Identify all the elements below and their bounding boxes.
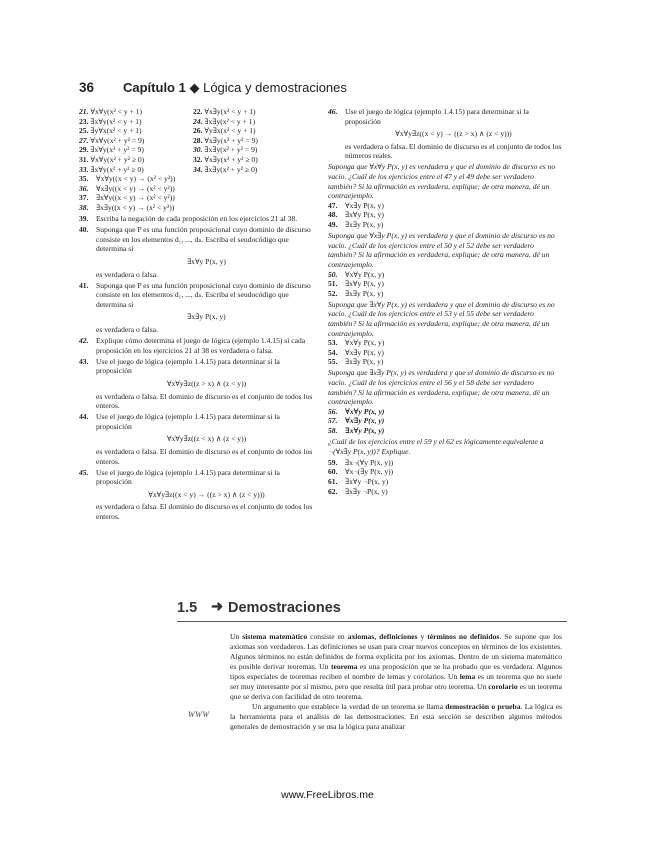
exercise-item [328, 289, 562, 299]
chapter-label: Capítulo 1 [123, 80, 186, 95]
term-axiomas: axiomas, definiciones [347, 632, 418, 641]
exercise-formula: ∃x∀y P(x, y) [187, 256, 226, 266]
exercise-number: 44. [79, 412, 89, 422]
exercise-formula: ∃x∃y P(x, y) [345, 220, 384, 230]
exercise-pair [79, 165, 317, 175]
exercise-text: Use el juego de lógica (ejemplo 1.4.15) para determinar si la proposición [96, 356, 280, 376]
exercise-formula: ∃x∃y((x < y) → (x² < y²)) [96, 202, 175, 212]
exercise-text: Escriba la negación de cada proposición en los ejercicios 21 al 38. [96, 214, 298, 224]
exercise-formula: ∃x∀y P(x, y) [345, 210, 384, 220]
exercise-number: 50. [328, 269, 338, 279]
exercise-item [328, 210, 562, 220]
exercise-item [79, 468, 317, 487]
running-head [123, 80, 347, 96]
exercise-number: 62. [328, 486, 338, 496]
exercise-pair [79, 107, 317, 117]
exercise-text: Use el juego de lógica (ejemplo 1.4.15) para determinar si la proposición [96, 412, 280, 431]
exercise-item [328, 357, 562, 367]
exercise-formula: ∃x∀y P(x, y) [345, 426, 385, 435]
text-run: es un teorema que no suele ser muy interesante por sí mismo, pero que resulta útil para probar otro teorema. Un [230, 672, 562, 691]
exercise-formula: ∀x∃y P(x, y) [345, 200, 384, 210]
exercise-number: 23. [79, 116, 89, 126]
exercise-formula: ∀y∃x(x² < y + 1) [204, 126, 256, 136]
text-run: y [417, 632, 428, 641]
exercise-formula: ∀x∀y P(x, y) [345, 269, 385, 279]
exercise-item [328, 220, 562, 230]
exercise-formula: ∃x∃y ¬P(x, y) [345, 486, 388, 496]
exercise-formula: ∀x∀y(x² < y + 1) [90, 107, 143, 116]
exercise-number: 34. [193, 164, 203, 174]
term-lema: lema [459, 672, 476, 681]
exercise-item [328, 407, 562, 417]
exercise-formula: ∃x∃y P(x, y) [187, 312, 226, 322]
exercise-item [328, 107, 562, 126]
exercise-item [328, 477, 562, 487]
exercise-formula: ∀x∀y∃z((z < x) ∧ (z < y)) [166, 434, 247, 444]
chapter-title: Lógica y demostraciones [203, 80, 347, 95]
exercise-number: 38. [79, 202, 89, 212]
exercise-item [328, 416, 562, 426]
text-run: consiste en [307, 632, 348, 641]
exercise-number: 60. [328, 467, 338, 477]
page-header [79, 80, 579, 98]
exercise-formula: ∀x∃y(x² + y² = 9) [204, 135, 258, 145]
exercise-formula: ∃x∀y ¬P(x, y) [345, 476, 389, 486]
body-paragraph [230, 632, 562, 702]
exercise-formula: ∀x∀y P(x, y) [345, 406, 385, 416]
exercise-number: 58. [328, 426, 338, 435]
exercise-item [79, 412, 317, 431]
text-run: . La lógica es la herramienta para el análisis de las demostraciones. En esta sección se describen algunos métodos generales de demostración y se usa la lógica para analizar [230, 702, 562, 731]
exercise-item [79, 184, 317, 194]
term-demostracion: demostración o prueba [445, 702, 521, 711]
exercise-prompt: Suponga que ∀x∀y P(x, y) es verdadera y que el dominio de discurso es no vacío. ¿Cuál de los ejercicios entre el 47 y el 49 debe ser verdadero también? Si la afirmación es verdadera, explique; de otra manera, dé un contraejemplo. [328, 162, 556, 201]
exercise-number: 33. [79, 164, 89, 174]
exercise-pair [79, 117, 317, 127]
exercise-number: 32. [193, 154, 203, 164]
prompt-lead: Suponga que ∃x∀y P(x, y) es verdadera y que el dominio de discurso es no vacío. ¿Cuál de los ejercicios entre el 53 y el 55 debe ser verdadero también? Si la afirmación es verdadera, explique; de otra manera, dé un contraejemplo. [328, 299, 555, 338]
exercise-item [79, 203, 317, 213]
exercise-number: 52. [328, 288, 338, 298]
section-rule [177, 621, 567, 622]
exercise-number: 55. [328, 357, 338, 367]
exercise-number: 57. [328, 416, 338, 426]
exercise-number: 47. [328, 200, 338, 210]
exercise-formula: ∃x∀y((x < y) → (x² < y²)) [96, 193, 175, 203]
exercise-item [328, 467, 562, 477]
exercise-number: 61. [328, 476, 338, 486]
exercise-continuation: es verdadera o falsa. [96, 324, 158, 334]
exercise-number: 25. [79, 126, 89, 136]
footer-watermark: www.FreeLibros.me [281, 789, 374, 801]
left-column [79, 107, 317, 522]
exercise-item [328, 279, 562, 289]
exercise-number: 53. [328, 338, 338, 348]
exercise-number: 24. [193, 116, 203, 126]
exercise-item [79, 225, 317, 254]
text-run: es una proposición que se ha probado que es verdadera. Algunos tipos especiales de teoremas reciben el nombre de lemas y corolarios. Un [230, 662, 563, 681]
text-run: es un teorema que se deriva con facilidad de otro teorema. [230, 682, 562, 701]
exercise-formula: ∃x∀y(x² < y + 1) [90, 116, 142, 126]
exercise-continuation: es verdadera o falsa. El dominio de discurso es el conjunto de todos los enteros. [96, 391, 313, 411]
exercise-item [79, 336, 317, 355]
exercise-item [79, 281, 317, 310]
exercise-number: 31. [79, 154, 89, 164]
exercise-pair [79, 136, 317, 146]
exercise-item [328, 348, 562, 358]
body-paragraph [230, 702, 562, 732]
exercise-continuation: es verdadera o falsa. [96, 269, 158, 279]
text-run: Un argumento que establece la verdad de un teorema se llama [252, 702, 446, 711]
exercise-number: 27. [79, 135, 89, 145]
term-corolario: corolario [488, 682, 518, 691]
exercise-formula: ∃x∀y(x² + y² = 9) [90, 145, 144, 155]
exercise-formula: ∃x∃y(x² < y + 1) [204, 116, 256, 126]
exercise-formula: ∃y∀x(x² < y + 1) [90, 126, 142, 136]
exercise-formula: ∀x∀y∃z((x < y) → ((z > x) ∧ (z < y))) [395, 129, 512, 139]
text-run: Un [230, 632, 243, 641]
exercise-formula: ∃x∃y(x² + y² = 9) [204, 145, 258, 155]
arrow-icon: ➜ [211, 599, 224, 615]
exercise-number: 40. [79, 225, 89, 235]
diamond-icon: ◆ [189, 80, 200, 95]
exercise-text: Use el juego de lógica (ejemplo 1.4.15) para determinar si la proposición [345, 107, 529, 126]
exercise-number: 37. [79, 193, 89, 203]
text-run: . Se supone que los axiomas son verdaderos. Las definiciones se usan para crear nuevos conceptos en términos de los existentes. Algunos términos no están definidos de forma explícita por los axiomas. Dentro de un sistema matemático es posible derivar teoremas. Un [230, 632, 563, 671]
exercise-continuation: es verdadera o falsa. El dominio de discurso es el conjunto de todos los números reales. [345, 141, 562, 161]
section-number: 1.5 [177, 600, 198, 616]
exercise-formula: ∀x∀y∃z((z > x) ∧ (z < y)) [166, 378, 247, 388]
exercise-pair [79, 126, 317, 136]
exercise-number: 43. [79, 356, 89, 366]
exercise-formula: ∃x∃y P(x, y) [345, 288, 384, 298]
exercise-item [79, 193, 317, 203]
exercise-pair [79, 145, 317, 155]
exercise-number: 49. [328, 220, 338, 230]
exercise-prompt: ¿Cuál de los ejercicios entre el 59 y el 62 es lógicamente equivalente a ¬(∀x∃y P(x, y))? Explique. [328, 437, 544, 456]
exercise-formula: ∃x∀y P(x, y) [345, 279, 384, 289]
exercise-number: 45. [79, 467, 89, 477]
exercise-number: 51. [328, 279, 338, 289]
exercise-prompt: Suponga que ∃x∃y P(x, y) es verdadera y que el dominio de discurso es no vacío. ¿Cuál de los ejercicios entre el 56 y el 58 debe ser verdadero también? Si la afirmación es verdadera, explique; de otra manera, dé un contraejemplo. [328, 368, 555, 407]
section-title: Demostraciones [228, 600, 341, 616]
exercise-text: Suponga que P es una función proposicional cuyo dominio de discurso consiste en los elementos d₁, ..., dₙ. Escriba el seudocódigo que determina si [96, 225, 311, 254]
section-body [230, 632, 562, 732]
exercise-item [328, 338, 562, 348]
section-heading [177, 597, 567, 619]
exercise-number: 41. [79, 280, 89, 290]
exercise-number: 48. [328, 210, 338, 220]
exercise-prompt: Suponga que ∀x∃y P(x, y) es verdadera y que el dominio de discurso es no vacío. ¿Cuál de los ejercicios entre el 50 y el 52 debe ser verdadero también? Si la afirmación es verdadera, explique; de otra manera, dé un contraejemplo. [328, 231, 555, 269]
exercise-formula: ∃x∃y P(x, y) [345, 357, 384, 367]
term-no-definidos: términos no definidos [427, 632, 500, 641]
exercise-formula: ∀x∃y P(x, y) [345, 416, 385, 426]
exercise-item [79, 214, 317, 224]
exercise-prompt [328, 300, 562, 338]
exercise-formula: ∀x∃y P(x, y) [345, 347, 384, 357]
exercise-number: 30. [193, 145, 203, 155]
exercise-pair [79, 155, 317, 165]
exercise-formula: ∀x∀y(x² + y² ≥ 0) [90, 154, 145, 164]
exercise-formula: ∀x∃y((x < y) → (x² < y²)) [96, 183, 175, 193]
exercise-item [328, 201, 562, 211]
exercise-formula: ∀x∃y(x² < y + 1) [204, 107, 256, 116]
exercise-number: 42. [79, 336, 89, 346]
exercise-number: 36. [79, 183, 89, 193]
exercise-formula: ∃x∀y(x² + y² ≥ 0) [90, 164, 144, 174]
exercise-continuation: es verdadera o falsa. El dominio de discurso es el conjunto de todos los enteros. [96, 502, 313, 522]
www-icon: WWW [188, 710, 210, 719]
term-sistema: sistema matemático [242, 632, 308, 641]
exercise-item [79, 174, 317, 184]
exercise-number: 46. [328, 107, 338, 116]
exercise-formula: ∀x∀y(x² + y² = 9) [90, 135, 145, 145]
exercise-formula: ∀x∀y P(x, y) [345, 338, 385, 348]
exercise-text: Use el juego de lógica (ejemplo 1.4.15) para determinar si la proposición [96, 467, 280, 487]
exercise-formula: ∀x∃y(x² + y² ≥ 0) [204, 154, 258, 164]
exercise-item [328, 270, 562, 280]
exercise-formula: ∀x∀y∃z((x < y) → ((z > x) ∧ (z < y))) [148, 489, 265, 499]
exercise-continuation: es verdadera o falsa. El dominio de discurso es el conjunto de todos los enteros. [96, 447, 313, 466]
exercise-number: 59. [328, 457, 338, 467]
exercise-formula: ∃x¬(∀y P(x, y)) [345, 457, 394, 467]
exercise-number: 56. [328, 406, 338, 416]
page-number: 36 [79, 80, 95, 95]
term-teorema: teorema [330, 662, 358, 671]
exercise-text: Suponga que P es una función proposicional cuyo dominio de discurso consiste en los elementos d₁, ..., dₙ. Escriba el seudocódigo que determina si [96, 280, 311, 309]
exercise-formula: ∀x¬(∃y P(x, y)) [345, 467, 394, 477]
exercise-text: Explique cómo determina el juego de lógica (ejemplo 1.4.15) si cada proposición en los ejercicios 21 al 38 es verdadera o falsa. [96, 336, 306, 355]
exercise-item [79, 357, 317, 376]
exercise-item [328, 458, 562, 468]
exercise-number: 54. [328, 347, 338, 357]
right-column [328, 107, 562, 496]
exercise-number: 39. [79, 214, 89, 224]
exercise-number: 22. [193, 107, 203, 116]
exercise-formula: ∃x∃y(x² + y² ≥ 0) [204, 164, 258, 174]
exercise-number: 26. [193, 126, 203, 136]
exercise-number: 21. [79, 107, 89, 116]
exercise-number: 29. [79, 145, 89, 155]
exercise-formula: ∀x∀y((x < y) → (x² < y²)) [96, 174, 176, 184]
exercise-number: 35. [79, 174, 89, 184]
exercise-item [328, 426, 562, 436]
exercise-item [328, 487, 562, 497]
exercise-number: 28. [193, 135, 203, 145]
